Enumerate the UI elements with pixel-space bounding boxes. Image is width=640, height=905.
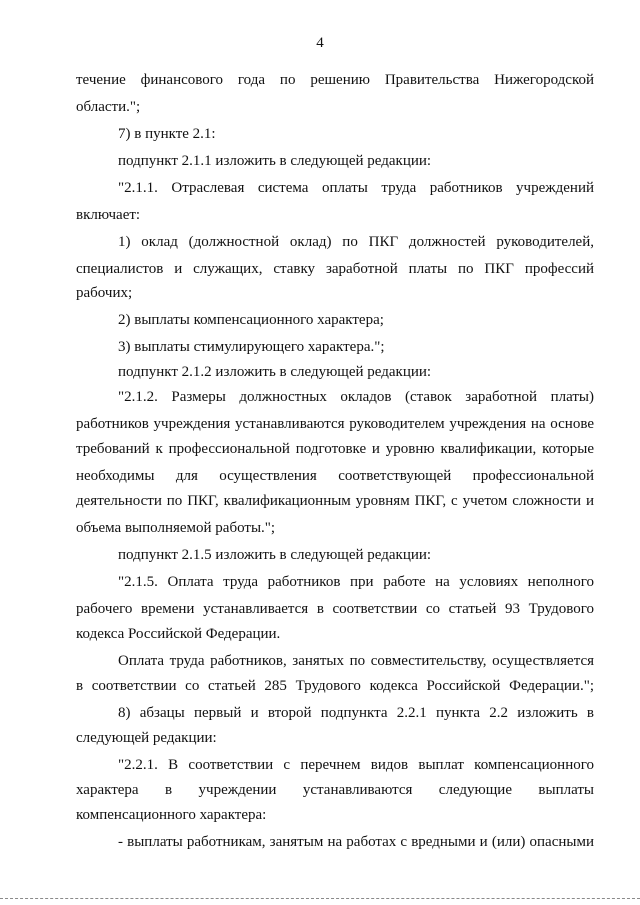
text-line: подпункт 2.1.2 изложить в следующей редакции: bbox=[118, 364, 432, 380]
text-line: подпункт 2.1.1 изложить в следующей редакции: bbox=[118, 153, 432, 169]
text-line: 3) выплаты стимулирующего характера."; bbox=[118, 339, 385, 355]
text-line: работников учреждения устанавливаются руководителем учреждения на основе bbox=[76, 416, 594, 432]
text-line: следующей редакции: bbox=[76, 730, 217, 746]
text-line: подпункт 2.1.5 изложить в следующей редакции: bbox=[118, 547, 432, 563]
text-line: специалистов и служащих, ставку заработной платы по ПКГ профессий bbox=[76, 261, 594, 277]
text-line: 7) в пункте 2.1: bbox=[118, 126, 216, 142]
text-line: Оплата труда работников, занятых по совместительству, осуществляется bbox=[118, 653, 594, 669]
text-line: "2.1.2. Размеры должностных окладов (ставок заработной платы) bbox=[118, 389, 594, 405]
text-line: в соответствии со статьей 285 Трудового кодекса Российской Федерации."; bbox=[76, 678, 594, 694]
scan-edge-line bbox=[0, 898, 640, 900]
text-line: "2.1.5. Оплата труда работников при работе на условиях неполного bbox=[118, 574, 594, 590]
page-number: 4 bbox=[316, 35, 324, 51]
text-line: течение финансового года по решению Правительства Нижегородской bbox=[76, 72, 594, 88]
text-line: рабочих; bbox=[76, 285, 133, 301]
text-line: - выплаты работникам, занятым на работах с вредными и (или) опасными bbox=[118, 834, 594, 850]
text-line: необходимы для осуществления соответствующей профессиональной bbox=[76, 468, 594, 484]
text-line: объема выполняемой работы."; bbox=[76, 520, 276, 536]
text-line: "2.1.1. Отраслевая система оплаты труда работников учреждений bbox=[118, 180, 594, 196]
text-line: 8) абзацы первый и второй подпункта 2.2.1 пункта 2.2 изложить в bbox=[118, 705, 594, 721]
text-line: "2.2.1. В соответствии с перечнем видов выплат компенсационного bbox=[118, 757, 594, 773]
text-line: области."; bbox=[76, 99, 141, 115]
text-line: 1) оклад (должностной оклад) по ПКГ должностей руководителей, bbox=[118, 234, 594, 250]
text-line: включает: bbox=[76, 207, 141, 223]
text-line: кодекса Российской Федерации. bbox=[76, 626, 281, 642]
text-line: компенсационного характера: bbox=[76, 807, 267, 823]
text-line: рабочего времени устанавливается в соответствии со статьей 93 Трудового bbox=[76, 601, 594, 617]
text-line: 2) выплаты компенсационного характера; bbox=[118, 312, 384, 328]
text-line: деятельности по ПКГ, квалификационным уровням ПКГ, с учетом сложности и bbox=[76, 493, 594, 509]
text-line: характера в учреждении устанавливаются следующие выплаты bbox=[76, 782, 594, 798]
text-line: требований к профессиональной подготовке и уровню квалификации, которые bbox=[76, 441, 594, 457]
